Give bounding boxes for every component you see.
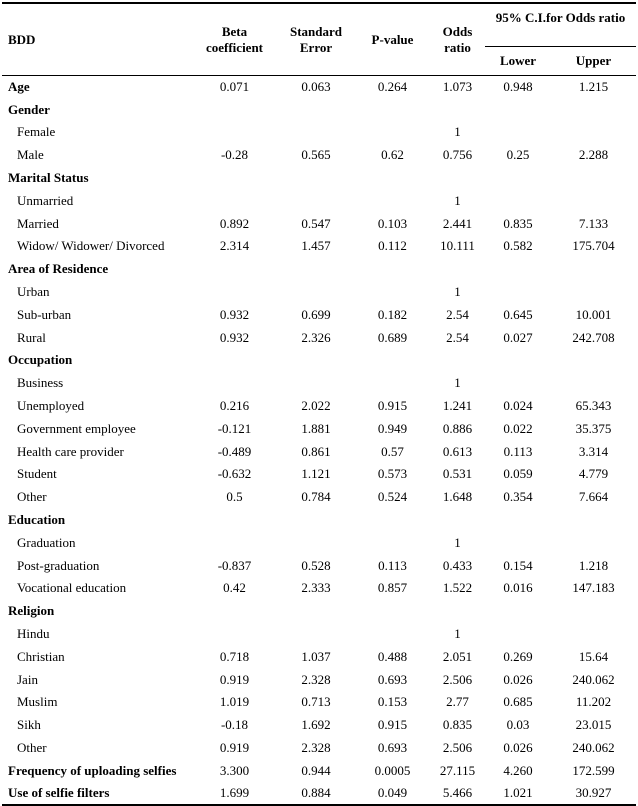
ci-lower-cell xyxy=(485,372,551,395)
ci-lower-cell: 0.948 xyxy=(503,79,533,95)
p-value-cell: 0.264 xyxy=(377,79,408,95)
ci-upper-cell: 1.218 xyxy=(578,557,609,573)
header-lower: Lower xyxy=(499,53,537,68)
ci-lower-cell xyxy=(485,258,551,281)
beta-cell xyxy=(192,281,277,304)
ci-upper-cell: 147.183 xyxy=(572,580,615,596)
p-value-cell: 0.524 xyxy=(377,489,408,505)
se-cell: 2.333 xyxy=(301,580,331,596)
table-row xyxy=(2,737,636,760)
ci-upper-cell xyxy=(551,98,636,121)
beta-cell: -0.18 xyxy=(220,717,249,733)
table-row xyxy=(2,486,636,509)
row-label: Rural xyxy=(17,329,46,345)
ci-lower-cell: 0.03 xyxy=(506,717,530,733)
ci-upper-cell xyxy=(551,349,636,372)
ci-upper-cell: 30.927 xyxy=(575,785,612,801)
row-label: Graduation xyxy=(17,534,76,550)
p-value-cell: 0.693 xyxy=(377,671,408,687)
se-cell: 0.713 xyxy=(301,694,331,710)
se-cell: 2.326 xyxy=(301,329,331,345)
table-row xyxy=(2,212,636,235)
ci-lower-cell: 0.026 xyxy=(503,740,533,755)
row-label: Christian xyxy=(17,648,65,664)
odds-ratio-cell: 1 xyxy=(454,192,461,208)
row-label: Jain xyxy=(17,671,38,687)
ci-upper-cell: 3.314 xyxy=(578,443,609,459)
beta-cell xyxy=(192,509,277,532)
beta-cell xyxy=(192,121,277,144)
table-row xyxy=(2,600,636,623)
beta-cell xyxy=(192,98,277,121)
se-cell: 0.565 xyxy=(301,147,331,163)
se-cell: 1.881 xyxy=(301,420,331,436)
header-beta xyxy=(192,3,277,76)
p-value-cell: 0.103 xyxy=(377,215,408,231)
ci-upper-cell xyxy=(551,258,636,281)
se-cell: 0.884 xyxy=(301,785,331,801)
table-row xyxy=(2,98,636,121)
ci-upper-cell: 15.64 xyxy=(578,648,609,664)
regression-table xyxy=(2,2,636,806)
header-p-value: P-value xyxy=(371,31,414,47)
table-row xyxy=(2,714,636,737)
table-header xyxy=(2,3,636,76)
ci-lower-cell: 0.026 xyxy=(503,671,533,687)
p-value-cell: 0.049 xyxy=(377,785,408,801)
beta-cell xyxy=(192,372,277,395)
ci-lower-cell: 0.685 xyxy=(503,694,533,710)
ci-upper-cell xyxy=(551,281,636,304)
ci-upper-cell xyxy=(551,167,636,190)
se-cell: 0.063 xyxy=(301,79,331,95)
p-value-cell xyxy=(355,281,430,304)
ci-lower-cell: 0.024 xyxy=(503,398,533,414)
se-cell xyxy=(277,600,355,623)
row-label: Other xyxy=(17,740,47,755)
ci-lower-cell: 0.354 xyxy=(503,489,533,505)
ci-upper-cell: 1.215 xyxy=(578,79,609,95)
ci-upper-cell xyxy=(551,623,636,646)
se-cell: 1.037 xyxy=(301,648,331,664)
se-cell xyxy=(277,372,355,395)
p-value-cell: 0.689 xyxy=(377,329,408,345)
ci-upper-cell: 2.288 xyxy=(578,147,609,163)
header-beta-text: Beta coefficient xyxy=(205,23,264,55)
p-value-cell: 0.113 xyxy=(378,557,407,573)
p-value-cell: 0.949 xyxy=(377,420,408,436)
ci-upper-cell: 7.133 xyxy=(578,215,609,231)
se-cell xyxy=(277,623,355,646)
header-standard-error xyxy=(277,3,355,76)
p-value-cell xyxy=(355,509,430,532)
header-bdd: BDD xyxy=(8,31,36,47)
ci-lower-cell: 1.021 xyxy=(503,785,533,801)
row-label: Sikh xyxy=(17,717,41,733)
p-value-cell: 0.182 xyxy=(377,306,408,322)
odds-ratio-cell: 2.441 xyxy=(442,215,473,231)
ci-lower-cell: 0.154 xyxy=(503,557,533,573)
row-label: Other xyxy=(17,489,47,505)
row-label: Vocational education xyxy=(17,580,127,596)
odds-ratio-cell: 2.54 xyxy=(446,306,469,322)
ci-upper-cell: 242.708 xyxy=(572,329,615,345)
ci-upper-cell: 240.062 xyxy=(572,740,615,755)
odds-ratio-cell: 27.115 xyxy=(439,762,476,778)
p-value-cell xyxy=(355,258,430,281)
p-value-cell: 0.488 xyxy=(377,648,408,664)
se-cell xyxy=(277,189,355,212)
se-cell: 0.528 xyxy=(301,557,331,573)
ci-lower-cell xyxy=(485,167,551,190)
ci-lower-cell xyxy=(485,349,551,372)
ci-lower-cell: 0.016 xyxy=(503,580,533,596)
se-cell: 0.784 xyxy=(301,489,331,505)
table-row xyxy=(2,668,636,691)
ci-lower-cell: 0.269 xyxy=(503,648,533,664)
se-cell xyxy=(277,349,355,372)
table-row xyxy=(2,577,636,600)
ci-upper-cell xyxy=(551,509,636,532)
p-value-cell: 0.153 xyxy=(377,694,408,710)
p-value-cell: 0.57 xyxy=(381,443,404,459)
row-label: Business xyxy=(17,375,64,391)
beta-cell: 0.5 xyxy=(226,489,243,505)
beta-cell: 0.071 xyxy=(219,79,250,95)
odds-ratio-cell: 0.835 xyxy=(442,717,473,733)
p-value-cell: 0.915 xyxy=(377,398,408,414)
table-row xyxy=(2,782,636,805)
se-cell: 0.699 xyxy=(301,306,331,322)
se-cell xyxy=(277,121,355,144)
odds-ratio-cell: 1.073 xyxy=(442,79,473,95)
table-row xyxy=(2,167,636,190)
table-row xyxy=(2,303,636,326)
beta-cell: 0.718 xyxy=(219,648,250,664)
table-row xyxy=(2,463,636,486)
se-cell xyxy=(277,531,355,554)
p-value-cell: 0.693 xyxy=(377,740,408,755)
ci-upper-cell xyxy=(551,372,636,395)
odds-ratio-cell xyxy=(430,349,485,372)
se-cell: 0.861 xyxy=(301,443,331,459)
p-value-cell: 0.915 xyxy=(377,717,408,733)
ci-upper-cell xyxy=(551,121,636,144)
row-label: Use of selfie filters xyxy=(8,785,110,801)
p-value-cell xyxy=(355,372,430,395)
row-label: Female xyxy=(17,124,56,140)
ci-lower-cell xyxy=(485,531,551,554)
se-cell xyxy=(277,98,355,121)
se-cell: 0.944 xyxy=(301,762,331,778)
beta-cell: 3.300 xyxy=(219,762,250,778)
ci-upper-cell: 7.664 xyxy=(578,489,609,505)
odds-ratio-cell: 2.506 xyxy=(442,740,473,755)
ci-lower-cell xyxy=(485,623,551,646)
ci-lower-cell xyxy=(485,600,551,623)
row-label: Hindu xyxy=(17,626,50,642)
odds-ratio-cell: 1 xyxy=(454,375,461,391)
odds-ratio-cell: 0.886 xyxy=(442,420,473,436)
odds-ratio-cell xyxy=(430,600,485,623)
odds-ratio-cell: 0.756 xyxy=(442,147,473,163)
table-row xyxy=(2,395,636,418)
odds-ratio-cell: 1 xyxy=(454,284,461,300)
ci-lower-cell: 0.022 xyxy=(503,420,533,436)
row-label: Occupation xyxy=(8,352,73,368)
odds-ratio-cell: 1 xyxy=(454,534,461,550)
header-ci-text: 95% C.I.for Odds ratio xyxy=(495,10,626,25)
se-cell xyxy=(277,258,355,281)
ci-upper-cell: 175.704 xyxy=(572,238,615,254)
beta-cell xyxy=(192,167,277,190)
odds-ratio-cell: 1.648 xyxy=(442,489,473,505)
beta-cell: 0.932 xyxy=(219,306,250,322)
odds-ratio-cell xyxy=(430,98,485,121)
se-cell: 2.022 xyxy=(301,398,331,414)
row-label: Muslim xyxy=(17,694,58,710)
table-row xyxy=(2,531,636,554)
ci-upper-cell: 65.343 xyxy=(575,398,612,414)
odds-ratio-cell: 2.54 xyxy=(446,329,469,345)
table-row xyxy=(2,349,636,372)
ci-lower-cell: 0.835 xyxy=(503,215,533,231)
row-label: Frequency of uploading selfies xyxy=(8,762,177,778)
odds-ratio-cell xyxy=(430,167,485,190)
row-label: Sub-urban xyxy=(17,306,72,322)
p-value-cell: 0.62 xyxy=(381,147,404,163)
beta-cell: 2.314 xyxy=(219,238,250,254)
p-value-cell xyxy=(355,189,430,212)
ci-lower-cell xyxy=(485,281,551,304)
ci-upper-cell: 11.202 xyxy=(575,694,612,710)
ci-upper-cell: 10.001 xyxy=(575,306,612,322)
odds-ratio-cell xyxy=(430,258,485,281)
p-value-cell: 0.573 xyxy=(377,466,408,482)
ci-upper-cell: 240.062 xyxy=(572,671,615,687)
beta-cell: -0.28 xyxy=(220,147,249,163)
ci-upper-cell xyxy=(551,189,636,212)
odds-ratio-cell: 1.241 xyxy=(442,398,473,414)
table-row xyxy=(2,645,636,668)
p-value-cell xyxy=(355,600,430,623)
beta-cell: 0.932 xyxy=(219,329,250,345)
ci-lower-cell xyxy=(485,189,551,212)
odds-ratio-cell: 2.051 xyxy=(442,648,473,664)
table-row xyxy=(2,372,636,395)
ci-lower-cell: 0.059 xyxy=(503,466,533,482)
table-row xyxy=(2,691,636,714)
p-value-cell: 0.857 xyxy=(377,580,408,596)
table-row xyxy=(2,759,636,782)
row-label: Religion xyxy=(8,603,55,619)
odds-ratio-cell: 1.522 xyxy=(442,580,473,596)
odds-ratio-cell: 2.506 xyxy=(442,671,473,687)
se-cell: 0.547 xyxy=(301,215,331,231)
row-label: Gender xyxy=(8,101,50,117)
ci-lower-cell: 0.113 xyxy=(503,443,533,459)
ci-lower-cell xyxy=(485,121,551,144)
row-label: Health care provider xyxy=(17,443,124,459)
odds-ratio-cell: 2.77 xyxy=(446,694,469,710)
row-label: Unmarried xyxy=(17,192,74,208)
p-value-cell xyxy=(355,531,430,554)
p-value-cell xyxy=(355,349,430,372)
ci-upper-cell: 4.779 xyxy=(578,466,609,482)
p-value-cell xyxy=(355,623,430,646)
se-cell xyxy=(277,509,355,532)
beta-cell: 0.919 xyxy=(219,740,250,755)
table-row xyxy=(2,144,636,167)
ci-upper-cell xyxy=(551,531,636,554)
ci-upper-cell: 35.375 xyxy=(575,420,612,436)
beta-cell: -0.632 xyxy=(217,466,252,482)
odds-ratio-cell: 0.613 xyxy=(442,443,473,459)
beta-cell: -0.837 xyxy=(217,557,252,573)
header-odds-ratio xyxy=(430,3,485,76)
se-cell: 1.457 xyxy=(301,238,331,254)
p-value-cell xyxy=(355,98,430,121)
odds-ratio-cell: 0.433 xyxy=(442,557,473,573)
beta-cell xyxy=(192,623,277,646)
table-body xyxy=(2,76,636,806)
table-row xyxy=(2,554,636,577)
beta-cell: -0.489 xyxy=(217,443,252,459)
row-label: Government employee xyxy=(17,420,136,436)
ci-lower-cell: 4.260 xyxy=(503,762,533,778)
beta-cell: -0.121 xyxy=(217,420,252,436)
row-label: Married xyxy=(17,215,59,231)
beta-cell xyxy=(192,189,277,212)
beta-cell: 1.699 xyxy=(219,785,250,801)
odds-ratio-cell: 5.466 xyxy=(442,785,473,801)
table-row xyxy=(2,189,636,212)
odds-ratio-cell: 1 xyxy=(454,626,461,642)
row-label: Unemployed xyxy=(17,398,85,414)
ci-upper-cell: 172.599 xyxy=(572,762,615,778)
se-cell xyxy=(277,167,355,190)
table-row xyxy=(2,509,636,532)
row-label: Post-graduation xyxy=(17,557,100,573)
beta-cell: 0.892 xyxy=(219,215,250,231)
beta-cell: 1.019 xyxy=(219,694,250,710)
beta-cell xyxy=(192,258,277,281)
p-value-cell xyxy=(355,121,430,144)
beta-cell xyxy=(192,349,277,372)
odds-ratio-cell: 1 xyxy=(454,124,461,140)
beta-cell xyxy=(192,531,277,554)
row-label: Male xyxy=(17,147,44,163)
row-label: Urban xyxy=(17,284,50,300)
p-value-cell: 0.0005 xyxy=(374,762,411,778)
table-row xyxy=(2,417,636,440)
row-label: Education xyxy=(8,512,66,528)
row-label: Age xyxy=(8,79,30,95)
se-cell: 2.328 xyxy=(301,740,331,755)
table-row xyxy=(2,623,636,646)
p-value-cell: 0.112 xyxy=(378,238,407,254)
beta-cell: 0.42 xyxy=(223,580,246,596)
header-se-text: Standard Error xyxy=(289,23,343,55)
se-cell: 2.328 xyxy=(301,671,331,687)
table-row xyxy=(2,281,636,304)
se-cell: 1.692 xyxy=(301,717,331,733)
ci-lower-cell: 0.027 xyxy=(503,329,533,345)
ci-lower-cell xyxy=(485,98,551,121)
table-row xyxy=(2,326,636,349)
table-row xyxy=(2,258,636,281)
se-cell: 1.121 xyxy=(301,466,331,482)
beta-cell: 0.216 xyxy=(219,398,250,414)
table-row xyxy=(2,121,636,144)
odds-ratio-cell xyxy=(430,509,485,532)
ci-upper-cell xyxy=(551,600,636,623)
row-label: Marital Status xyxy=(8,170,89,186)
table-row xyxy=(2,440,636,463)
header-or-text: Odds ratio xyxy=(442,23,473,55)
odds-ratio-cell: 0.531 xyxy=(442,466,473,482)
row-label: Student xyxy=(17,466,57,482)
beta-cell: 0.919 xyxy=(219,671,250,687)
ci-lower-cell: 0.582 xyxy=(503,238,533,254)
row-label: Widow/ Widower/ Divorced xyxy=(17,238,165,254)
ci-lower-cell xyxy=(485,509,551,532)
p-value-cell xyxy=(355,167,430,190)
ci-lower-cell: 0.645 xyxy=(503,306,533,322)
header-upper: Upper xyxy=(575,53,612,68)
odds-ratio-cell: 10.111 xyxy=(440,238,475,254)
table-row xyxy=(2,235,636,258)
table-row xyxy=(2,76,636,99)
header-ci xyxy=(485,3,636,47)
ci-lower-cell: 0.25 xyxy=(506,147,530,163)
se-cell xyxy=(277,281,355,304)
ci-upper-cell: 23.015 xyxy=(575,717,612,733)
beta-cell xyxy=(192,600,277,623)
row-label: Area of Residence xyxy=(8,261,109,277)
